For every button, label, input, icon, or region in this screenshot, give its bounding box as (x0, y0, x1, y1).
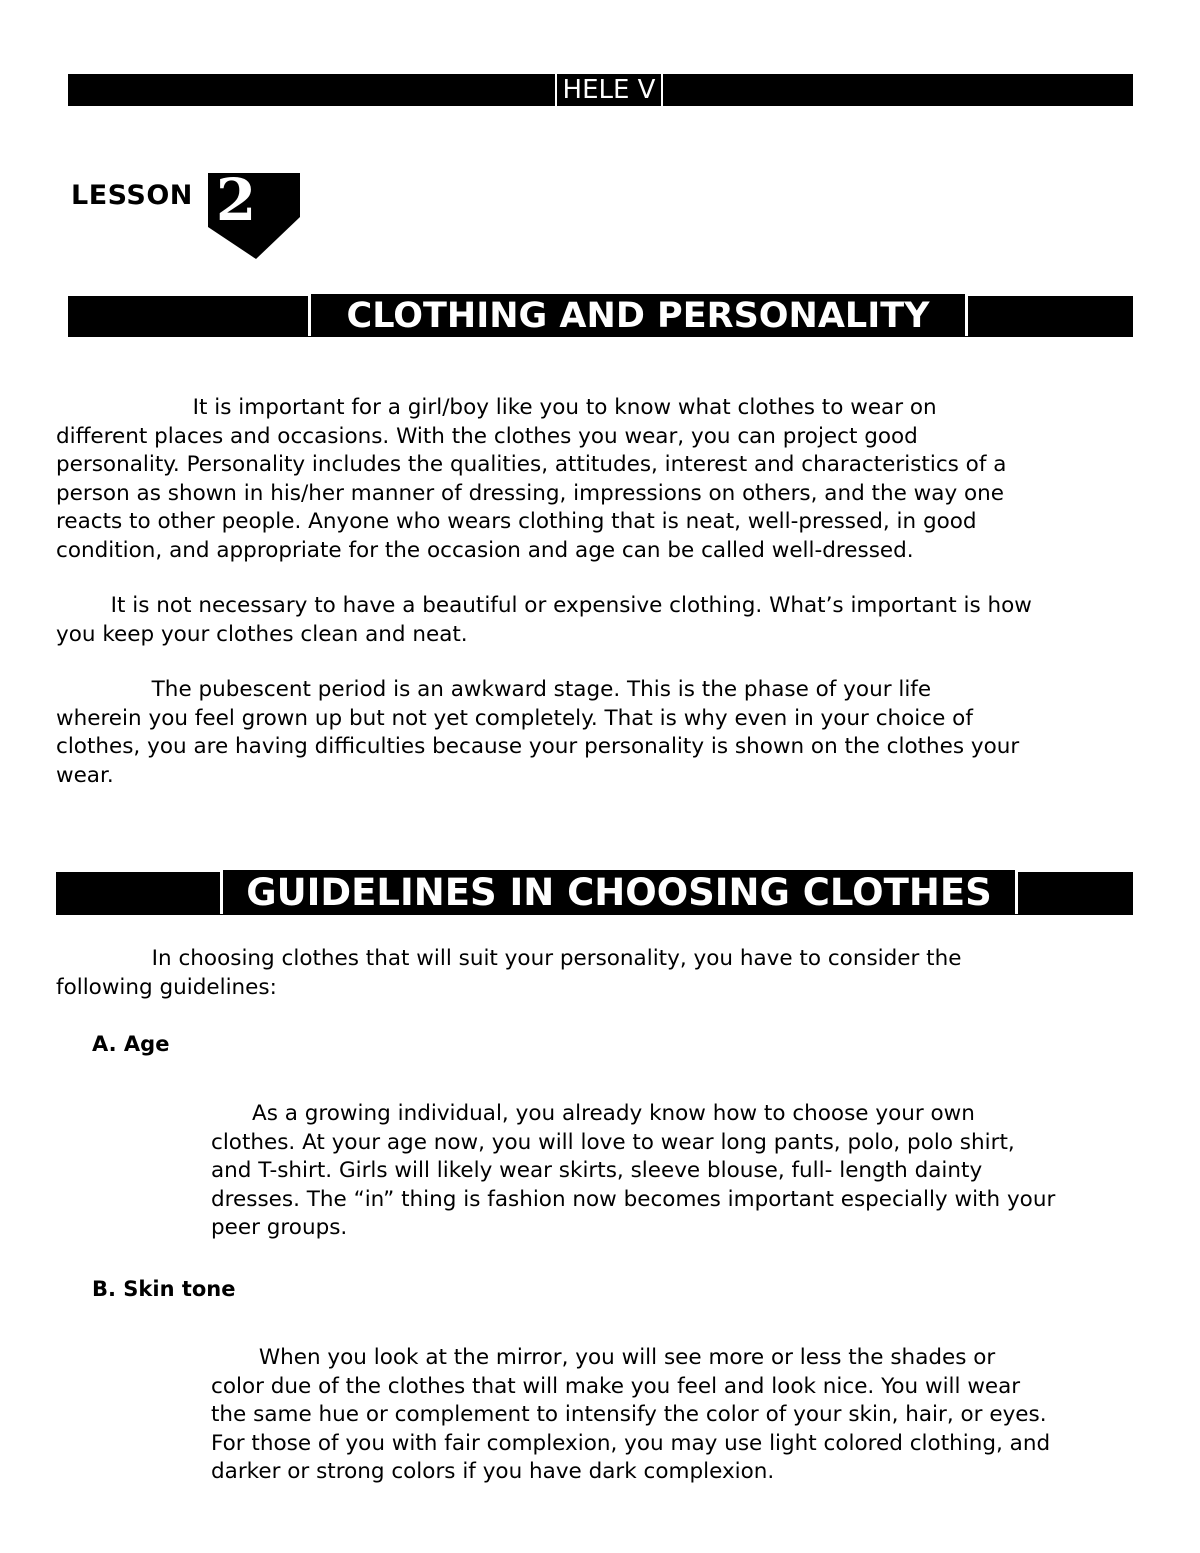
section-title-guidelines: GUIDELINES IN CHOOSING CLOTHES (220, 870, 1018, 914)
lesson-number: 2 (215, 166, 257, 234)
guideline-heading-age: A. Age (92, 1032, 170, 1056)
paragraph-importance: It is important for a girl/boy like you to know what clothes to wear on different places and occasions. With the clothes you wear, you can project good personality. Personality includes the qualities, attitudes, interest and characteristics of a person as shown in his/her manner of dressing, impressions on others, and the way one reacts to other people. Anyone who wears clothing that is neat, well-pressed, in good condition, and appropriate for the occasion and age can be called well-dressed. (56, 395, 1007, 563)
guideline-text-skin-tone: When you look at the mirror, you will see more or less the shades or color due of the clothes that will make you feel and look nice. You will wear the same hue or complement to intensify the color of your skin, hair, or eyes. For those of you with fair complexion, you may use light colored clothing, and darker or strong colors if you have dark complexion. (211, 1345, 1051, 1485)
paragraph-guidelines-intro: In choosing clothes that will suit your personality, you have to consider the following guidelines: (56, 946, 962, 1000)
paragraph-pubescent: The pubescent period is an awkward stage. This is the phase of your life wherein you feel grown up but not yet completely. That is why even in your choice of clothes, you are having difficulties because your personality is shown on the clothes your wear. (56, 677, 1020, 788)
lesson-word: LESSON (71, 180, 193, 211)
paragraph-clean-neat: It is not necessary to have a beautiful or expensive clothing. What’s important is how you keep your clothes clean and neat. (56, 593, 1032, 647)
grade-label: HELE V (555, 74, 663, 106)
guideline-heading-skin-tone: B. Skin tone (92, 1277, 236, 1301)
section-title-clothing-personality: CLOTHING AND PERSONALITY (308, 294, 968, 336)
guideline-text-age: As a growing individual, you already know how to choose your own clothes. At your age now, you will love to wear long pants, polo, polo shirt, and T-shirt. Girls will likely wear skirts, sleeve blouse, full- length dainty dresses. The “in” thing is fashion now becomes important especially with your peer groups. (211, 1101, 1056, 1241)
